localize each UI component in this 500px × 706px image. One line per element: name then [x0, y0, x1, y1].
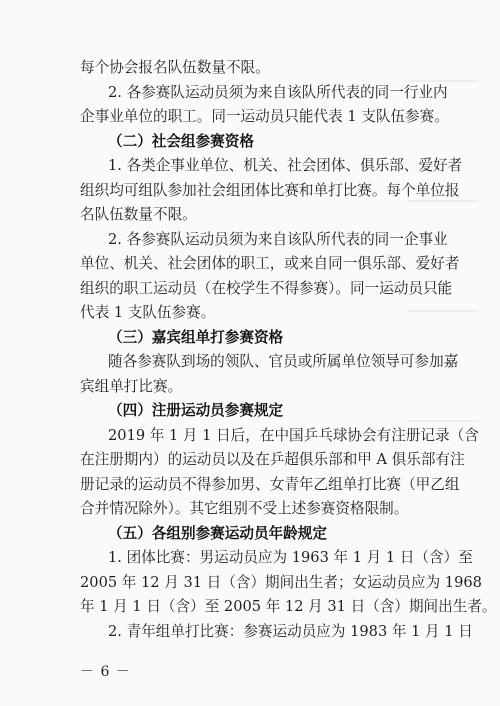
body-text-line: 企事业单位的职工。同一运动员只能代表 1 支队伍参赛。 [80, 108, 449, 125]
body-text-line: 组织的职工运动员（在校学生不得参赛）。同一运动员只能 [80, 279, 453, 297]
body-text-line: 单位、机关、社会团体的职工，或来自同一俱乐部、爱好者 [80, 255, 460, 272]
body-text-line: 2005 年 12 月 31 日（含）期间出生者；女运动员应为 1968 [80, 573, 482, 591]
section-heading: （五）各组别参赛运动员年龄规定 [108, 524, 327, 542]
body-text-line: 年 1 月 1 日（含）至 2005 年 12 月 31 日（含）期间出生者。 [80, 598, 497, 615]
body-text-line: 2. 各参赛队运动员须为来自该队所代表的同一行业内 [108, 83, 448, 101]
body-text-line: 2. 青年组单打比赛：参赛运动员应为 1983 年 1 月 1 日 [108, 622, 473, 640]
body-text-line: 1. 团体比赛：男运动员应为 1963 年 1 月 1 日（含）至 [108, 549, 473, 566]
page-number: － 6 － [80, 664, 131, 680]
body-text-line: 每个协会报名队伍数量不限。 [80, 59, 270, 76]
body-text-line: 2019 年 1 月 1 日后，在中国乒乓球协会有注册记录（含 [108, 426, 479, 444]
body-text-line: 随各参赛队到场的领队、官员或所属单位领导可参加嘉 [108, 353, 459, 370]
section-heading: （三）嘉宾组单打参赛资格 [108, 328, 284, 346]
body-text-line: 宾组单打比赛。 [80, 377, 183, 395]
section-heading: （四）注册运动员参赛规定 [108, 402, 284, 419]
body-text-line: 1. 各类企事业单位、机关、社会团体、俱乐部、爱好者 [108, 157, 463, 174]
body-text-line: 在注册期内）的运动员以及在乒超俱乐部和甲 A 俱乐部有注 [80, 451, 465, 468]
section-heading: （二）社会组参赛资格 [108, 132, 254, 150]
body-text-line: 名队伍数量不限。 [80, 206, 197, 223]
body-text-line: 2. 各参赛队运动员须为来自该队所代表的同一企事业 [108, 230, 448, 248]
body-text-line: 组织均可组队参加社会组团体比赛和单打比赛。每个单位报 [80, 181, 460, 199]
body-text-line: 册记录的运动员不得参加男、女青年乙组单打比赛（甲乙组 [80, 475, 460, 493]
body-text-line: 代表 1 支队伍参赛。 [80, 304, 216, 321]
body-text-line: 合并情况除外）。其它组别不受上述参赛资格限制。 [80, 500, 409, 517]
